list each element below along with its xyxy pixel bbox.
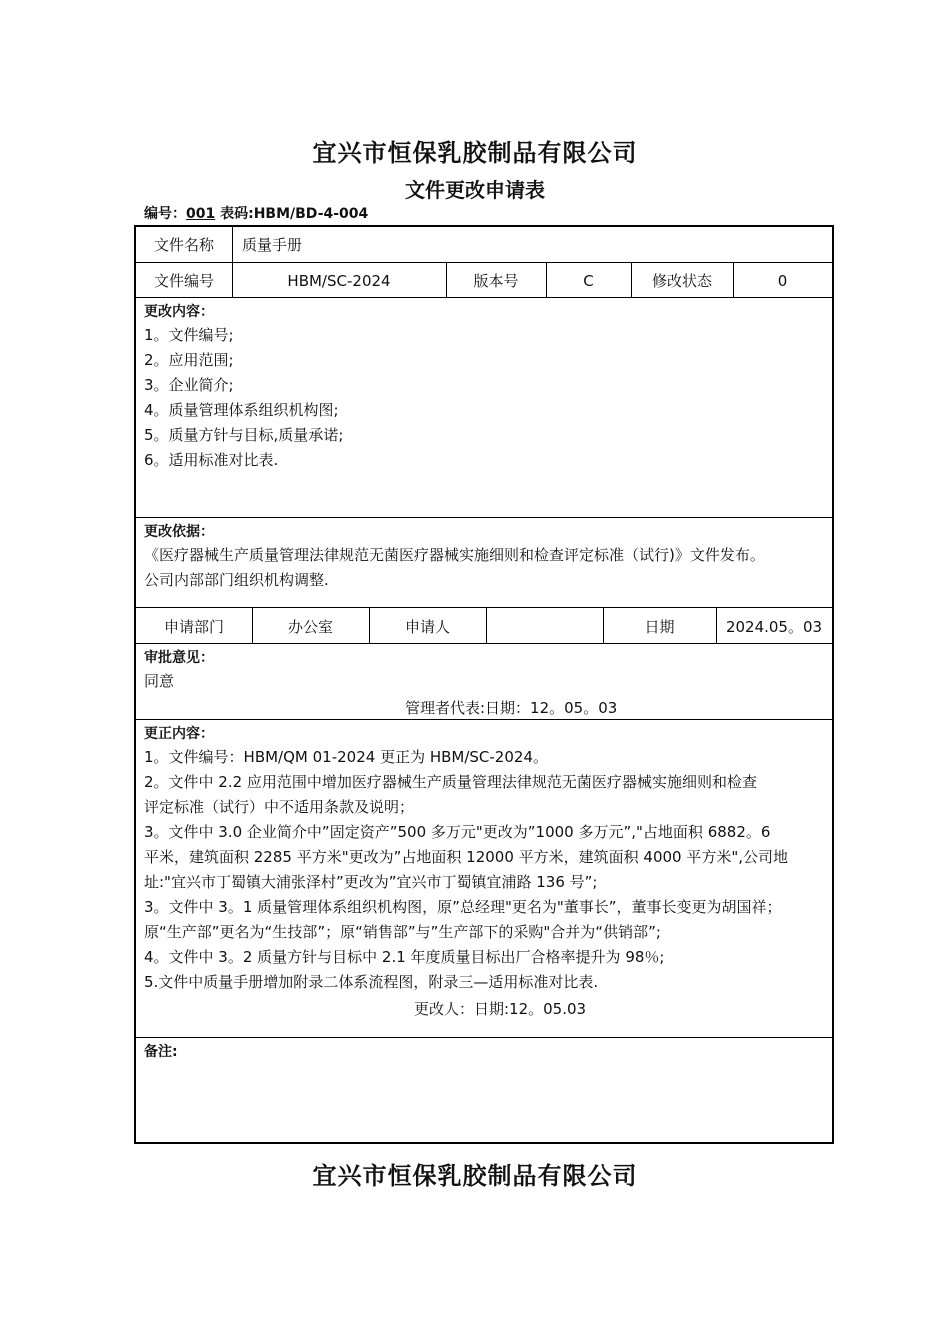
- correction-line: 2。文件中 2.2 应用范围中增加医疗器械生产质量管理法律规范无菌医疗器械实施细则和检查: [144, 773, 757, 791]
- file-name-row: [136, 227, 832, 262]
- correction-line: 3。文件中 3。1 质量管理体系组织机构图，原”总经理"更名为"董事长”，董事长变更为胡国祥；: [144, 898, 782, 916]
- correction-heading: 更正内容：: [144, 726, 214, 742]
- apply-dept-value: 办公室: [287, 617, 333, 636]
- list-item: 1。文件编号;: [144, 326, 234, 344]
- status-value: 0: [777, 271, 788, 290]
- file-code-label: 文件编号: [153, 272, 214, 290]
- file-name-label: 文件名称: [153, 236, 214, 254]
- apply-dept-label: 申请部门: [163, 617, 224, 636]
- file-code-value: HBM/SC-2024: [287, 271, 391, 290]
- correction-line: 评定标准（试行）中不适用条款及说明；: [144, 798, 415, 816]
- correction-line: 4。文件中 3。2 质量方针与目标中 2.1 年度质量目标出厂合格率提升为 98％;: [144, 948, 665, 966]
- correction-line: 3。文件中 3.0 企业简介中”固定资产”500 多万元"更改为”1000 多万元”,"占地面积 6882。6: [144, 823, 771, 841]
- approval-opinion: 同意: [144, 672, 175, 690]
- change-basis-section: [136, 517, 832, 608]
- list-item: 2。应用范围;: [144, 351, 234, 369]
- list-item: 5。质量方针与目标,质量承诺;: [144, 426, 344, 444]
- correction-signature: 更改人：日期:12。05.03: [414, 1000, 587, 1018]
- correction-line: 1。文件编号：HBM/QM 01-2024 更正为 HBM/SC-2024。: [144, 748, 548, 766]
- correction-line: 平米，建筑面积 2285 平方米"更改为”占地面积 12000 平方米，建筑面积 4000 平方米",公司地: [144, 848, 789, 866]
- code-no-value: 001: [186, 206, 216, 222]
- approval-section: [136, 643, 832, 720]
- code-no-label: 编号：: [144, 206, 186, 222]
- correction-line: 原“生产部”更名为“生技部”；原“销售部”与”生产部下的采购"合并为“供销部”;: [144, 923, 661, 941]
- approval-signature: 管理者代表:日期：12。05。03: [405, 699, 618, 717]
- apply-date-label: 日期: [644, 617, 675, 636]
- remarks-section: [136, 1037, 832, 1142]
- form-code-line: [144, 203, 368, 223]
- form-title: 文件更改申请表: [405, 178, 545, 202]
- version-label: 版本号: [473, 272, 519, 290]
- approval-heading: 审批意见：: [144, 650, 214, 666]
- status-label: 修改状态: [651, 272, 712, 290]
- change-request-form: [134, 225, 834, 1144]
- applicant-label: 申请人: [404, 617, 450, 636]
- version-value: C: [583, 271, 594, 290]
- list-item: 6。适用标准对比表.: [144, 451, 279, 469]
- basis-line: 公司内部部门组织机构调整.: [144, 571, 329, 589]
- file-name-value: 质量手册: [242, 236, 303, 254]
- list-item: 3。企业简介;: [144, 376, 234, 394]
- correction-section: [136, 719, 832, 1038]
- apply-date-value: 2024.05。03: [725, 617, 823, 636]
- list-item: 4。质量管理体系组织机构图;: [144, 401, 339, 419]
- file-code-row: [136, 262, 832, 298]
- change-content-heading: 更改内容：: [144, 304, 214, 320]
- applicant-value: [486, 608, 603, 644]
- footer-company-title: 宜兴市恒保乳胶制品有限公司: [312, 1162, 638, 1190]
- basis-line: 《医疗器械生产质量管理法律规范无菌医疗器械实施细则和检查评定标准（试行)》文件发布。: [144, 546, 765, 564]
- change-content-section: [136, 297, 832, 518]
- remarks-heading: 备注:: [144, 1044, 178, 1060]
- change-basis-heading: 更改依据：: [144, 524, 214, 540]
- correction-line: 5.文件中质量手册增加附录二体系流程图，附录三—适用标准对比表.: [144, 973, 599, 991]
- form-code-label: 表码:HBM/BD-4-004: [215, 206, 369, 222]
- correction-line: 址:"宜兴市丁蜀镇大浦张泽村”更改为”宜兴市丁蜀镇宜浦路 136 号”;: [144, 873, 598, 891]
- apply-row: [136, 607, 832, 644]
- company-title: 宜兴市恒保乳胶制品有限公司: [312, 139, 638, 167]
